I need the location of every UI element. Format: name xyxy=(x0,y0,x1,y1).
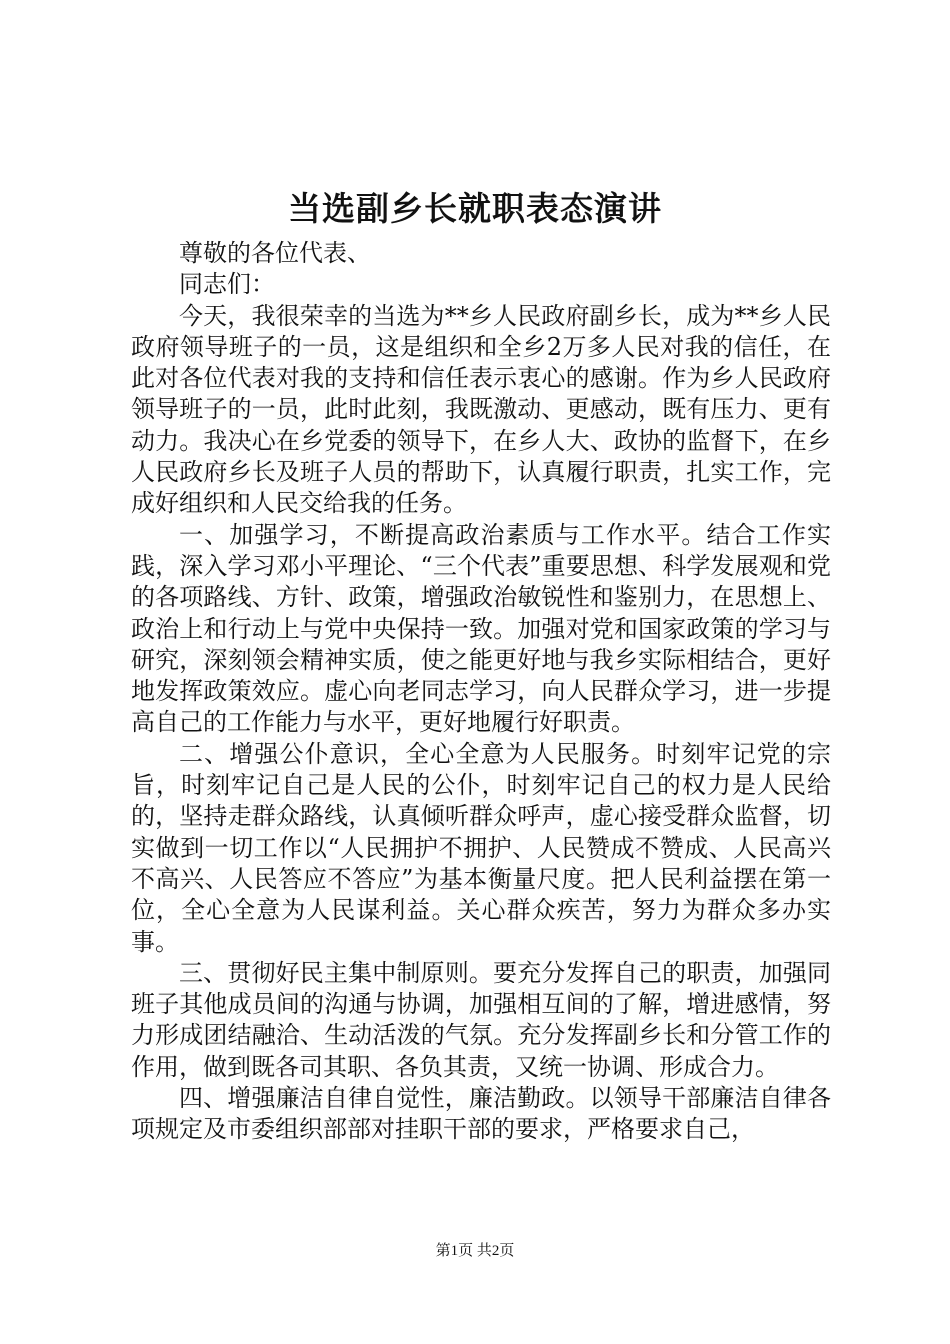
document-body xyxy=(131,238,831,1146)
body-paragraph: 二、增强公仆意识，全心全意为人民服务。时刻牢记党的宗旨，时刻牢记自己是人民的公仆，时刻牢记自己的权力是人民给的，坚持走群众路线，认真倾听群众呼声，虚心接受群众监督，切实做到一切工作以“人民拥护不拥护、人民赞成不赞成、人民高兴不高兴、人民答应不答应”为基本衡量尺度。把人民利益摆在第一位，全心全意为人民谋利益。关心群众疾苦，努力为群众多办实事。 xyxy=(131,739,831,956)
salutation-line: 同志们： xyxy=(179,270,275,299)
salutation-line: 尊敬的各位代表、 xyxy=(179,239,371,267)
page-footer: 第1页 共2页 xyxy=(435,1243,515,1259)
document-title: 当选副乡长就职表态演讲 xyxy=(288,189,662,228)
body-paragraph: 三、贯彻好民主集中制原则。要充分发挥自己的职责，加强同班子其他成员间的沟通与协调，加强相互间的了解，增进感情，努力形成团结融洽、生动活泼的气氛。充分发挥副乡长和分管工作的作用，做到既各司其职、各负其责，又统一协调、形成合力。 xyxy=(131,958,831,1081)
body-paragraph: 一、加强学习，不断提高政治素质与工作水平。结合工作实践，深入学习邓小平理论、“三个代表”重要思想、科学发展观和党的各项路线、方针、政策，增强政治敏锐性和鉴别力，在思想上、政治上和行动上与党中央保持一致。加强对党和国家政策的学习与研究，深刻领会精神实质，使之能更好地与我乡实际相结合，更好地发挥政策效应。虚心向老同志学习，向人民群众学习，进一步提高自己的工作能力与水平，更好地履行好职责。 xyxy=(131,520,831,737)
body-paragraph: 四、增强廉洁自律自觉性，廉洁勤政。以领导干部廉洁自律各项规定及市委组织部部对挂职干部的要求，严格要求自己， xyxy=(131,1084,831,1144)
body-paragraph: 今天，我很荣幸的当选为**乡人民政府副乡长，成为**乡人民政府领导班子的一员，这是组织和全乡2万多人民对我的信任，在此对各位代表对我的支持和信任表示衷心的感谢。作为乡人民政府领导班子的一员，此时此刻，我既激动、更感动，既有压力、更有动力。我决心在乡党委的领导下，在乡人大、政协的监督下，在乡人民政府乡长及班子人员的帮助下，认真履行职责，扎实工作，完成好组织和人民交给我的任务。 xyxy=(131,301,831,518)
